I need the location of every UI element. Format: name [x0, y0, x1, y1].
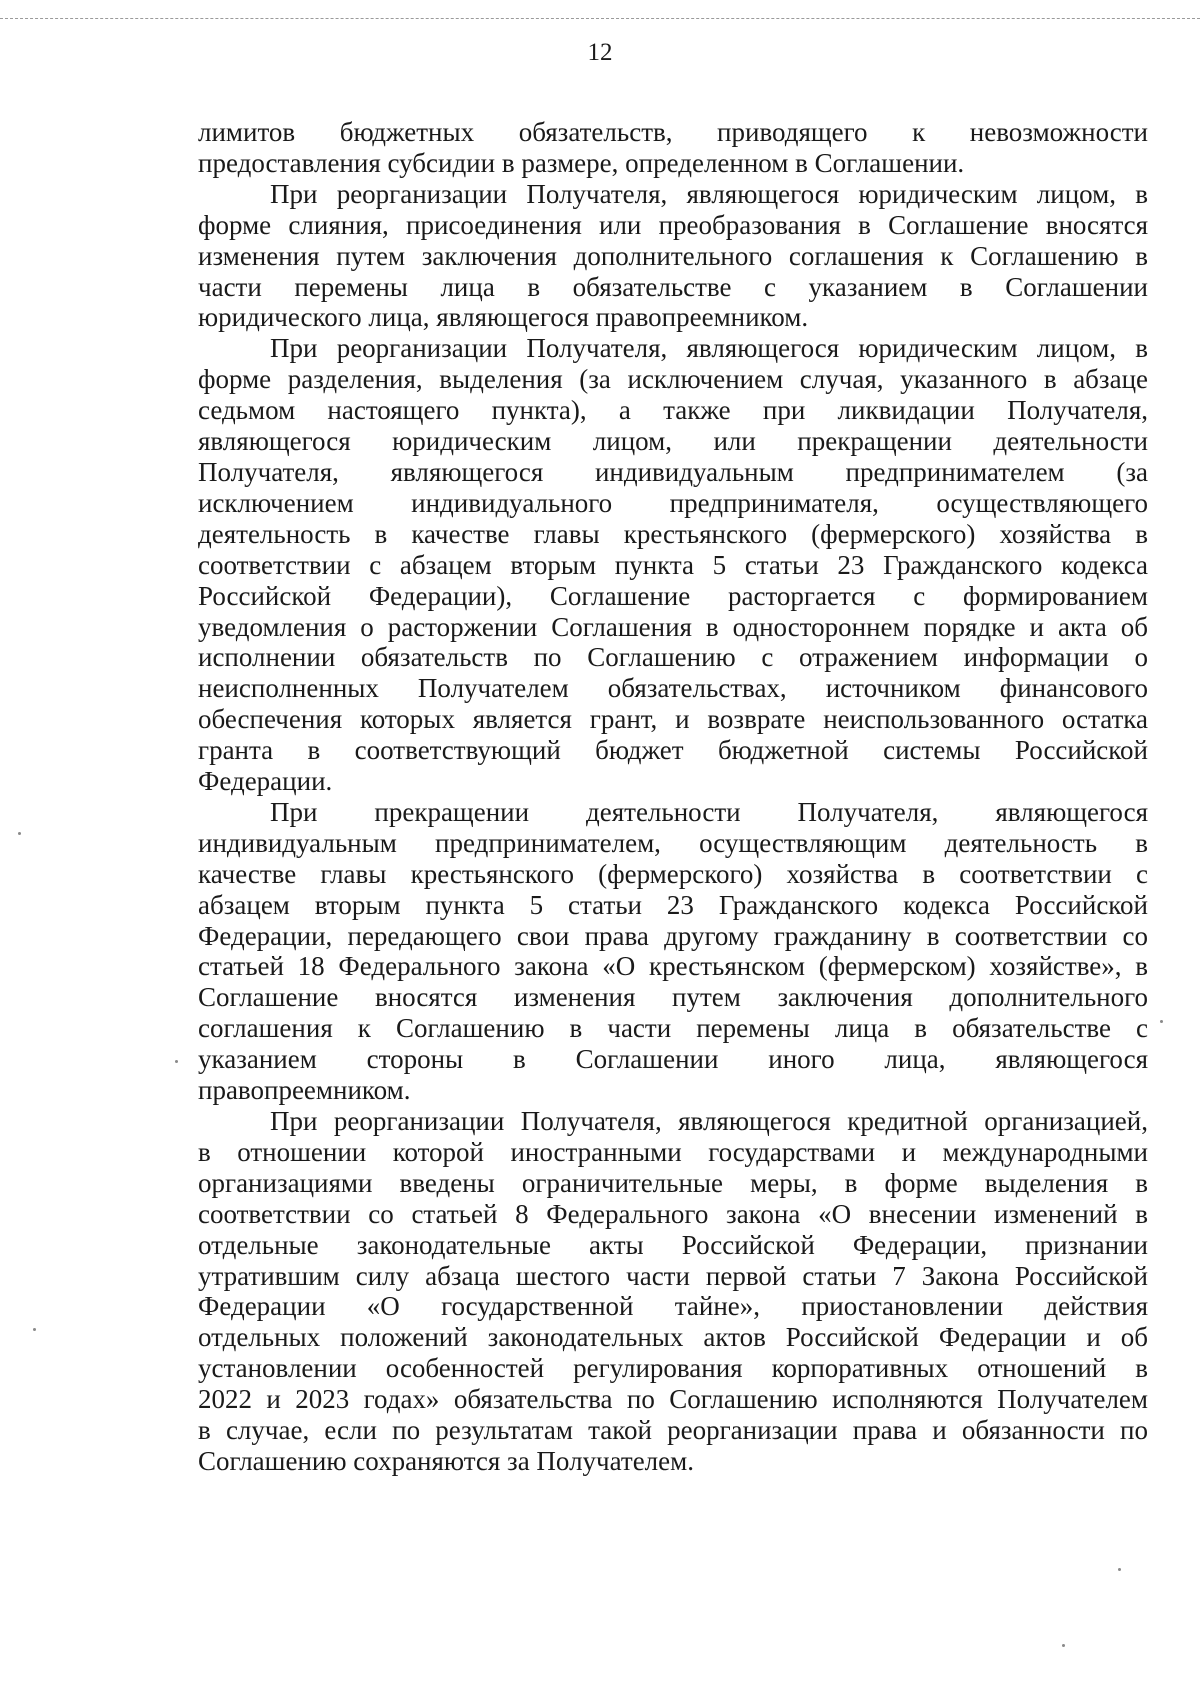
text-line: 2022 и 2023 годах» обязательства по Соглашению исполняются Получателем	[198, 1384, 1148, 1415]
text-line: При реорганизации Получателя, являющегося юридическим лицом, в	[270, 333, 1148, 364]
text-line: в случае, если по результатам такой реорганизации права и обязанности по	[198, 1415, 1148, 1446]
scan-speck	[1062, 1644, 1065, 1647]
text-line: правопреемником.	[198, 1075, 411, 1106]
text-line: соответствии со статьей 8 Федерального закона «О внесении изменений в	[198, 1198, 1148, 1229]
text-line: Российской Федерации), Соглашение расторгается с формированием	[198, 580, 1148, 611]
text-line: При реорганизации Получателя, являющегося юридическим лицом, в	[270, 178, 1148, 209]
text-line: отдельные законодательные акты Российской Федерации, признании	[198, 1229, 1148, 1260]
text-line: изменения путем заключения дополнительного соглашения к Соглашению в	[198, 240, 1148, 271]
scan-speck	[1160, 1020, 1163, 1023]
scan-speck	[175, 1060, 178, 1063]
text-line: При прекращении деятельности Получателя, являющегося	[270, 796, 1148, 827]
text-line: утратившим силу абзаца шестого части первой статьи 7 Закона Российской	[198, 1260, 1148, 1291]
paragraph-p0	[198, 117, 1148, 179]
text-line: являющегося юридическим лицом, или прекращении деятельности	[198, 426, 1148, 457]
text-line: обеспечения которых является грант, и возврате неиспользованного остатка	[198, 704, 1148, 735]
scan-speck	[1118, 1568, 1121, 1571]
scan-edge-line	[0, 18, 1200, 19]
text-line: Федерации «О государственной тайне», приостановлении действия	[198, 1291, 1148, 1322]
scan-speck	[18, 832, 21, 835]
text-line: предоставления субсидии в размере, определенном в Соглашении.	[198, 147, 965, 178]
text-line: При реорганизации Получателя, являющегося кредитной организацией,	[270, 1106, 1148, 1136]
text-line: статьей 18 Федерального закона «О крестьянском (фермерском) хозяйстве», в	[198, 951, 1148, 982]
paragraph-p4	[198, 1106, 1148, 1477]
text-line: уведомления о расторжении Соглашения в одностороннем порядке и акта об	[198, 611, 1148, 642]
text-line: абзацем вторым пункта 5 статьи 23 Гражданского кодекса Российской	[198, 889, 1148, 920]
text-line: Соглашение вносятся изменения путем заключения дополнительного	[198, 982, 1148, 1013]
text-line: соглашения к Соглашению в части перемены лица в обязательстве с	[198, 1013, 1148, 1044]
document-body	[198, 117, 1148, 1477]
text-line: Федерации.	[198, 766, 333, 797]
text-line: седьмом настоящего пункта), а также при ликвидации Получателя,	[198, 395, 1148, 426]
paragraph-p2	[198, 333, 1148, 797]
text-line: указанием стороны в Соглашении иного лица, являющегося	[198, 1044, 1148, 1075]
text-line: гранта в соответствующий бюджет бюджетной системы Российской	[198, 735, 1148, 766]
text-line: Получателя, являющегося индивидуальным предпринимателем (за	[198, 456, 1148, 487]
text-line: качестве главы крестьянского (фермерского) хозяйства в соответствии с	[198, 858, 1148, 889]
text-line: деятельность в качестве главы крестьянского (фермерского) хозяйства в	[198, 518, 1148, 549]
text-line: неисполненных Получателем обязательствах, источником финансового	[198, 673, 1148, 704]
paragraph-p3	[198, 797, 1148, 1106]
text-line: организациями введены ограничительные меры, в форме выделения в	[198, 1167, 1148, 1198]
text-line: Соглашению сохраняются за Получателем.	[198, 1445, 694, 1476]
text-line: отдельных положений законодательных актов Российской Федерации и об	[198, 1322, 1148, 1353]
text-line: соответствии с абзацем вторым пункта 5 статьи 23 Гражданского кодекса	[198, 549, 1148, 580]
text-line: установлении особенностей регулирования корпоративных отношений в	[198, 1353, 1148, 1384]
text-line: форме слияния, присоединения или преобразования в Соглашение вносятся	[198, 209, 1148, 240]
text-line: юридического лица, являющегося правопреемником.	[198, 302, 809, 333]
text-line: индивидуальным предпринимателем, осуществляющим деятельность в	[198, 827, 1148, 858]
scan-speck	[33, 1328, 36, 1331]
text-line: в отношении которой иностранными государствами и международными	[198, 1136, 1148, 1167]
text-line: части перемены лица в обязательстве с указанием в Соглашении	[198, 271, 1148, 302]
paragraph-p1	[198, 179, 1148, 334]
text-line: Федерации, передающего свои права другому гражданину в соответствии со	[198, 920, 1148, 951]
text-line: форме разделения, выделения (за исключением случая, указанного в абзаце	[198, 364, 1148, 395]
text-line: исключением индивидуального предпринимателя, осуществляющего	[198, 487, 1148, 518]
page-number: 12	[587, 39, 613, 66]
text-line: лимитов бюджетных обязательств, приводящего к невозможности	[198, 117, 1148, 147]
text-line: исполнении обязательств по Соглашению с отражением информации о	[198, 642, 1148, 673]
